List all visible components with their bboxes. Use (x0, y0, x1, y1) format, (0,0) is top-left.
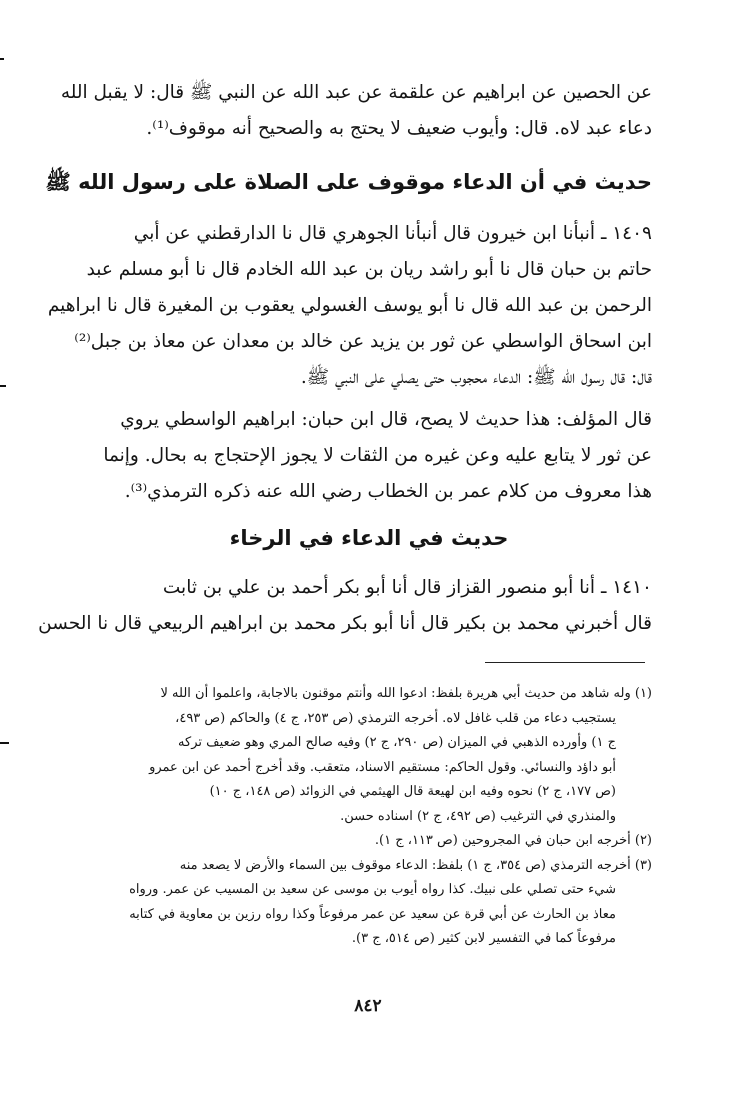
text-line: ١٤٠٩ ـ أنبأنا ابن خيرون قال أنبأنا الجوهري قال نا الدارقطني عن أبي (133, 223, 652, 244)
footnote-line: (ص ١٧٧، ج ٢) نحوه وفيه ابن لهيعة قال الهيثمي في الزوائد (ص ١٤٨، ج ١٠) (209, 784, 616, 799)
text-line: ١٤١٠ ـ أنا أبو منصور القزاز قال أنا أبو بكر أحمد بن علي بن ثابت (162, 577, 652, 598)
section-heading: حديث في الدعاء في الرخاء (229, 526, 509, 550)
footnote-line: والمنذري في الترغيب (ص ٤٩٢، ج ٢) اسناده حسن. (340, 808, 616, 824)
footnote-line: (٣) أخرجه الترمذي (ص ٣٥٤، ج ١) بلفظ: الدعاء موقوف بين السماء والأرض لا يصعد منه (179, 857, 652, 873)
footnotes (86, 682, 652, 952)
text-line: قال أخبرني محمد بن بكير قال أنا أبو بكر محمد بن ابراهيم الربيعي قال نا الحسن (38, 613, 652, 634)
footnote-line: شيء حتى تصلي على نبيك. كذا رواه أيوب بن موسى عن سعيد بن المسيب عن عمر. ورواه (129, 882, 616, 897)
footnote-line: مرفوعاً كما في التفسير لابن كثير (ص ٥١٤، ج ٣). (351, 931, 616, 946)
hadith-paragraph (47, 216, 652, 396)
text-line: قال المؤلف: هذا حديث لا يصح، قال ابن حبان: ابراهيم الواسطي يروي (120, 409, 652, 430)
footnote-line: يستجيب دعاء من قلب غافل لاه. أخرجه الترمذي (ص ٢٥٣، ج ٤) والحاكم (ص ٤٩٣، (175, 710, 616, 726)
text-line: دعاء عبد لاه. قال: وأيوب ضعيف لا يحتج به والصحيح أنه موقوف⁽¹⁾. (146, 118, 652, 139)
author-commentary (86, 402, 652, 510)
footnote-separator (485, 662, 645, 663)
footnote-line: (٢) أخرجه ابن حبان في المجروحين (ص ١١٣، ج ١). (374, 833, 652, 848)
margin-mark (0, 742, 9, 744)
margin-mark (0, 385, 6, 387)
section-heading: حديث في أن الدعاء موقوف على الصلاة على رسول الله ﷺ (45, 170, 652, 194)
footnote-line: أبو داؤد والنسائي. وقول الحاكم: مستقيم الاسناد، متعقب. وقد أخرج أحمد عن ابن عمرو (149, 759, 616, 775)
text-line: حاتم بن حبان قال نا أبو راشد ريان بن عبد الله الخادم قال نا أبو مسلم عبد (86, 259, 652, 280)
footnote-line: (١) وله شاهد من حديث أبي هريرة بلفظ: ادعوا الله وأنتم موقنون بالاجابة، واعلموا أن الله لا (160, 686, 652, 701)
text-line: قال: قال رسول الله ﷺ: الدعاء محجوب حتى يصلي على النبي ﷺ. (300, 367, 652, 388)
margin-mark (0, 58, 4, 60)
text-line: عن الحصين عن ابراهيم عن علقمة عن عبد الله عن النبي ﷺ قال: لا يقبل الله (60, 82, 652, 103)
text-line: ابن اسحاق الواسطي عن ثور بن يزيد عن خالد بن معدان عن معاذ بن جبل⁽²⁾ (74, 331, 652, 352)
page-number: ٨٤٢ (354, 996, 382, 1016)
text-line: عن ثور لا يتابع عليه وعن غيره من الثقات لا يجوز الإحتجاج به بحال. وإنما (103, 445, 652, 466)
text-line: هذا معروف من كلام عمر بن الخطاب رضي الله عنه ذكره الترمذي⁽³⁾. (124, 481, 652, 502)
text-line: الرحمن بن عبد الله قال نا أبو يوسف الغسولي يعقوب بن المغيرة قال نا ابراهيم (47, 295, 652, 316)
footnote-line: ج ١) وأورده الذهبي في الميزان (ص ٢٩٠، ج ٢) وفيه صالح المري وهو ضعيف تركه (178, 735, 616, 750)
footnote-line: معاذ بن الحارث عن أبي قرة عن سعيد عن عمر مرفوعاً وكذا رواه رزين بن معاوية في كتابه (129, 906, 616, 922)
hadith-paragraph (38, 570, 652, 642)
top-paragraph (60, 75, 652, 147)
